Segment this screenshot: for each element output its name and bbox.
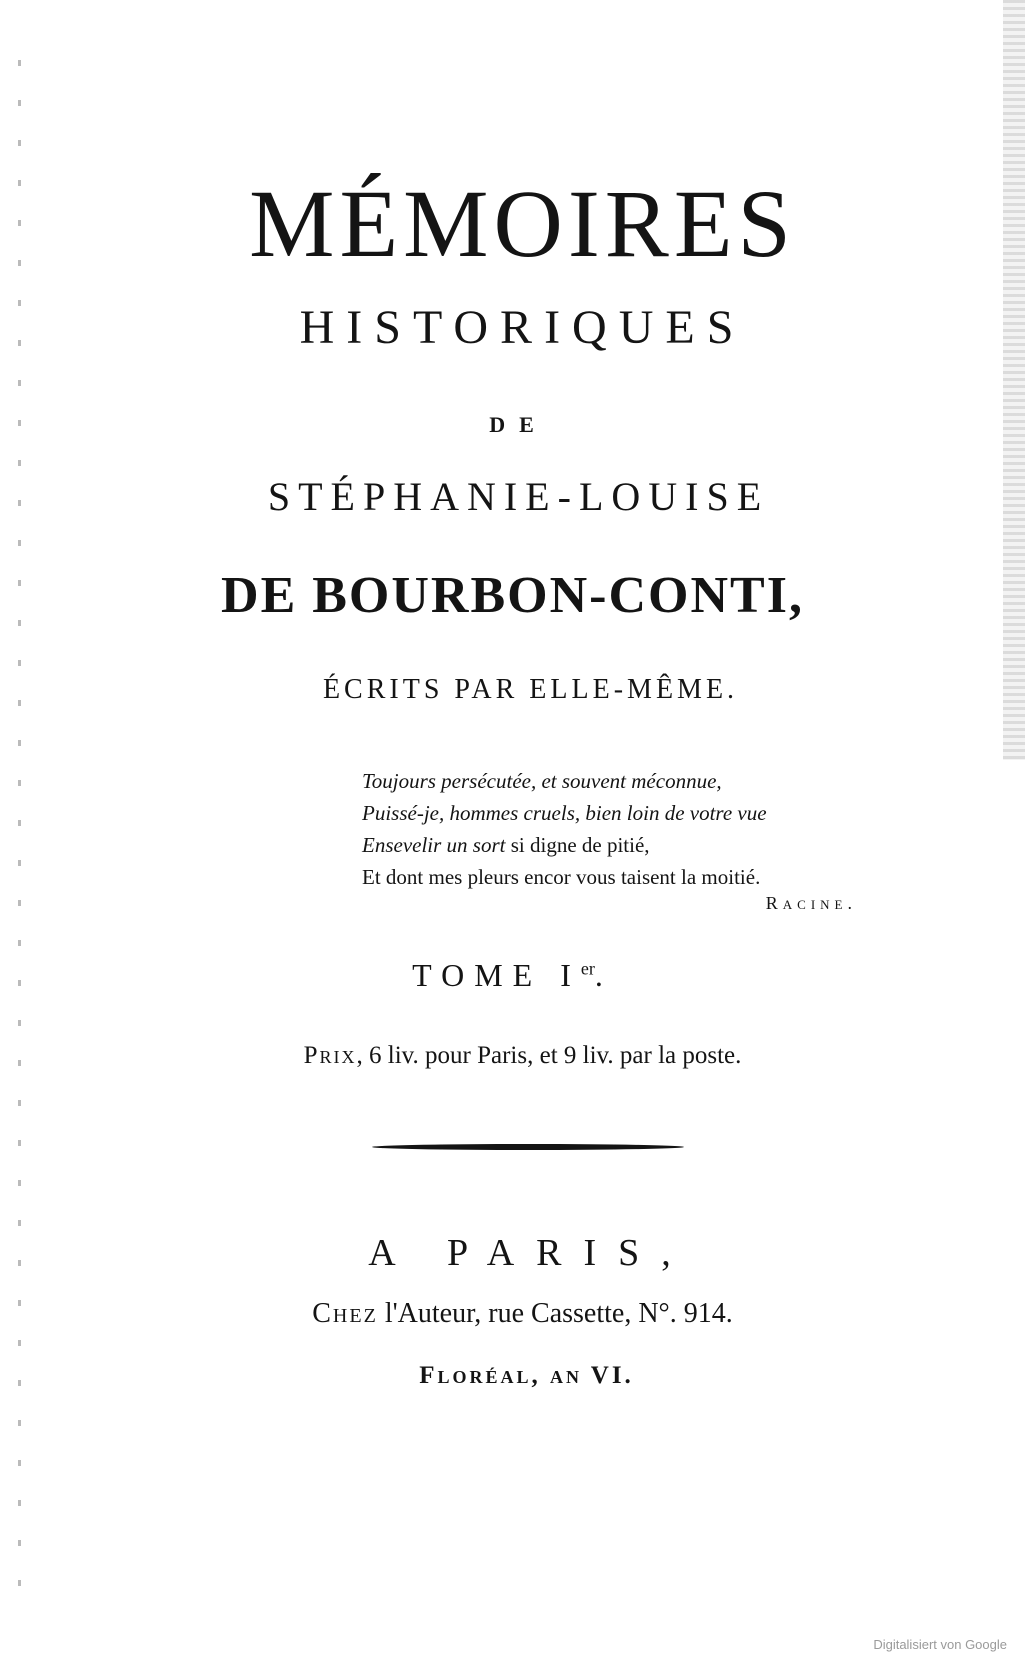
epigraph-line-4	[362, 861, 760, 893]
title-line-bourbon-conti: DE BOURBON-CONTI,	[221, 567, 804, 624]
epigraph-text-3a: Ensevelir un sort	[362, 833, 506, 857]
title-line-memoires: MÉMOIRES	[249, 170, 796, 277]
publisher-prefix: Chez	[312, 1298, 378, 1329]
title-line-de: DE	[489, 412, 548, 437]
price-prefix: Prix	[303, 1042, 357, 1069]
price-line	[10, 1042, 1025, 1070]
volume-label	[0, 957, 1025, 994]
volume-suffix: er	[580, 958, 595, 979]
epigraph-line-3	[362, 829, 650, 861]
imprint-publisher	[10, 1298, 1025, 1330]
publisher-address: l'Auteur, rue Cassette, N°. 914.	[384, 1298, 733, 1329]
imprint-city: A PARIS,	[368, 1232, 693, 1274]
imprint-date: Floréal, an VI.	[419, 1362, 634, 1389]
volume-dot: .	[594, 957, 613, 993]
epigraph-author: Racine.	[765, 893, 857, 913]
epigraph-text-2: Puissé-je, hommes cruels, bien loin de votre vue	[362, 801, 767, 825]
volume-word: TOME	[412, 957, 543, 993]
ornamental-rule	[372, 1144, 684, 1150]
epigraph-line-2	[362, 797, 767, 829]
epigraph-text-1: Toujours persécutée, et souvent méconnue,	[362, 769, 722, 793]
epigraph-line-1	[362, 765, 722, 797]
volume-number: I	[560, 957, 581, 993]
epigraph-text-3b: si digne de pitié,	[510, 833, 650, 857]
title-line-stephanie-louise: STÉPHANIE-LOUISE	[267, 474, 770, 519]
title-line-historiques: HISTORIQUES	[299, 301, 746, 354]
price-text: , 6 liv. pour Paris, et 9 liv. par la poste.	[356, 1042, 742, 1069]
epigraph-text-4: Et dont mes pleurs encor vous taisent la moitié.	[362, 865, 761, 889]
digitization-watermark: Digitalisiert von Google	[873, 1637, 1007, 1652]
title-line-ecrits: ÉCRITS PAR ELLE-MÊME.	[322, 674, 739, 705]
page-binding-edge	[1003, 0, 1025, 760]
